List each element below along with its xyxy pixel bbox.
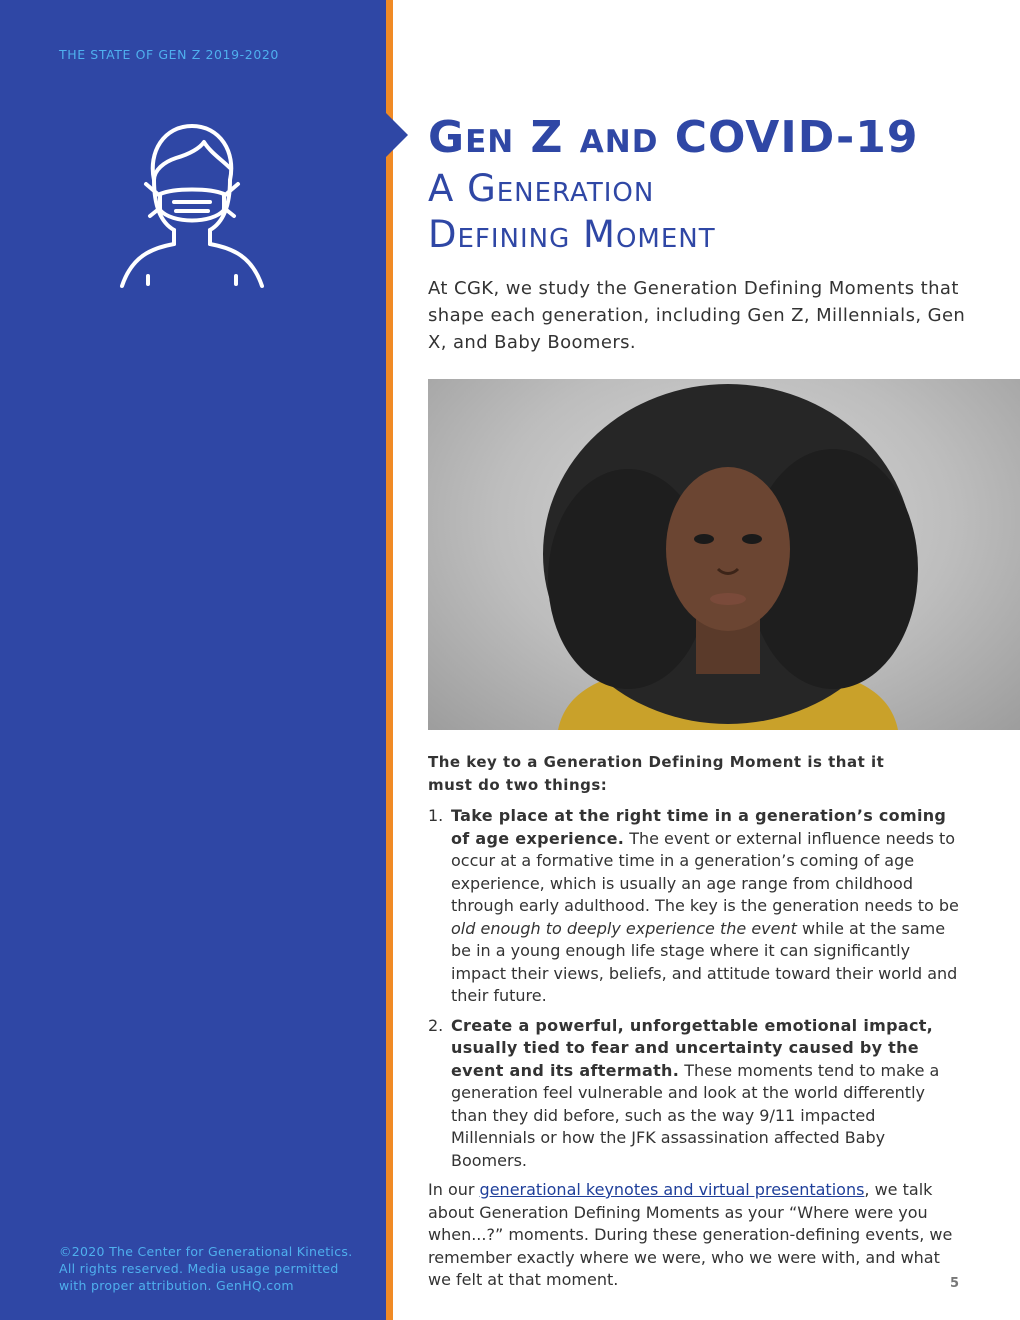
subtitle-line-2: Defining Moment [428, 213, 716, 256]
keynotes-link[interactable]: generational keynotes and virtual presentations [479, 1180, 865, 1199]
list-bold-text: Take place at the right time in a generation’s coming of age experience. [451, 806, 947, 848]
subtitle-line-1: A Generation [428, 167, 655, 210]
lead-line-1: The key to a Generation Defining Moment is that it [428, 753, 885, 771]
copyright-line-3: with proper attribution. GenHQ.com [59, 1278, 294, 1293]
list-item [428, 1015, 963, 1173]
list-body-text: These moments tend to make a generation feel vulnerable and look at the world differently than they did before, such as the way 9/11 impacted Millennials or how the JFK assassination affected Baby Boomers. [451, 1060, 940, 1170]
portrait-illustration [428, 379, 1020, 730]
face-mask-person-icon [112, 118, 272, 293]
closing-paragraph [428, 1179, 963, 1292]
accent-bar [386, 0, 393, 1320]
copyright-line-1: ©2020 The Center for Generational Kinetics. [59, 1244, 353, 1259]
list-body-text: while at the same be in a young enough life stage where it can significantly impact their views, beliefs, and attitude toward their world and their future. [451, 918, 958, 1005]
page-subtitle [428, 166, 988, 258]
closing-suffix: , we talk about Generation Defining Moments as your “Where were you when...?” moments. During these generation-defining events, we remember exactly where we were, who we were with, and what we felt at that moment. [428, 1180, 953, 1289]
list-body-text: The event or external influence needs to occur at a formative time in a generation’s coming of age experience, which is usually an age range from childhood through early adulthood. The key is the generation needs to be [451, 828, 959, 915]
list-number: 1. [428, 806, 444, 825]
intro-paragraph: At CGK, we study the Generation Defining Moments that shape each generation, including Gen Z, Millennials, Gen X, and Baby Boomers. [428, 278, 966, 353]
list-item [428, 805, 963, 1008]
list-text [451, 1015, 963, 1173]
list-text [451, 805, 963, 1008]
copyright-note [59, 1243, 369, 1294]
lead-text [428, 751, 963, 796]
list-bold-text: Create a powerful, unforgettable emotional impact, usually tied to fear and uncertainty caused by the event and its aftermath. [451, 1015, 934, 1080]
copyright-line-2: All rights reserved. Media usage permitted [59, 1261, 339, 1276]
list-italic-text: old enough to deeply experience the event [451, 918, 797, 938]
running-header: THE STATE OF GEN Z 2019-2020 [59, 47, 279, 62]
lead-line-2: must do two things: [428, 775, 608, 794]
closing-prefix: In our [428, 1180, 480, 1199]
page-number: 5 [950, 1276, 960, 1291]
portrait-photo [428, 379, 1020, 730]
pointer-arrow [386, 113, 408, 157]
body-content [428, 751, 963, 1292]
list-number: 2. [428, 1015, 444, 1035]
page-title: Gen Z and COVID-19 [428, 112, 919, 163]
